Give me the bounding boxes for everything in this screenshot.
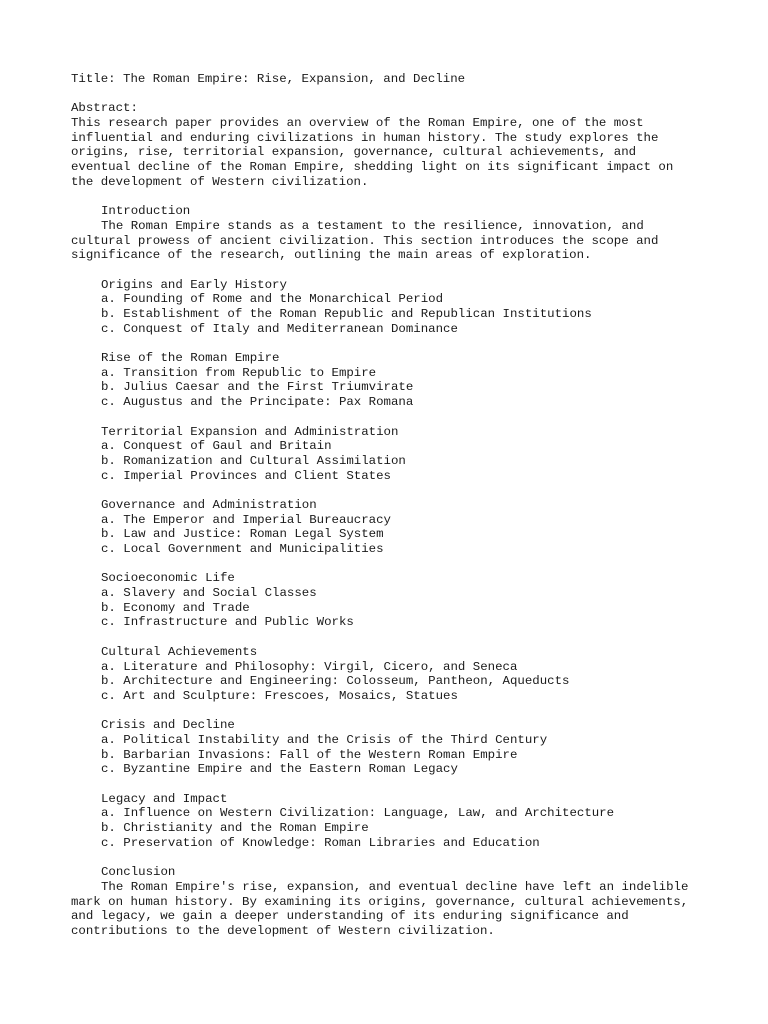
section-item: a. Political Instability and the Crisis of the Third Century (101, 732, 548, 747)
section-item: b. Architecture and Engineering: Colosseum, Pantheon, Aqueducts (101, 674, 570, 689)
section-item: a. Conquest of Gaul and Britain (101, 439, 332, 454)
section-item: a. Literature and Philosophy: Virgil, Cicero, and Seneca (101, 659, 518, 674)
section-item: a. Influence on Western Civilization: Language, Law, and Architecture (101, 806, 615, 821)
section-item: c. Imperial Provinces and Client States (101, 468, 391, 483)
section-item: c. Preservation of Knowledge: Roman Libraries and Education (101, 835, 540, 850)
introduction-heading: Introduction (101, 204, 191, 219)
abstract-line: the development of Western civilization. (71, 174, 369, 189)
spacer (71, 410, 711, 425)
outline-section (71, 278, 711, 337)
section-item: c. Byzantine Empire and the Eastern Roman Legacy (101, 762, 458, 777)
conclusion-line: The Roman Empire's rise, expansion, and eventual decline have left an indelible (101, 879, 689, 894)
section-heading: Origins and Early History (101, 277, 287, 292)
abstract-heading: Abstract: (71, 101, 138, 116)
abstract-line: influential and enduring civilizations in human history. The study explores the (71, 130, 659, 145)
section-heading: Crisis and Decline (101, 718, 235, 733)
outline-section (71, 425, 711, 484)
spacer (71, 263, 711, 278)
section-heading: Cultural Achievements (101, 644, 258, 659)
spacer (71, 704, 711, 719)
paper-title: Title: The Roman Empire: Rise, Expansion, and Decline (71, 72, 466, 86)
introduction-line: The Roman Empire stands as a testament to the resilience, innovation, and (101, 218, 644, 233)
section-heading: Territorial Expansion and Administration (101, 424, 399, 439)
section-item: b. Barbarian Invasions: Fall of the Western Roman Empire (101, 747, 518, 762)
section-item: a. Transition from Republic to Empire (101, 365, 377, 380)
spacer (71, 190, 711, 205)
spacer (71, 336, 711, 351)
outline-section (71, 571, 711, 630)
outline-section (71, 718, 711, 777)
section-item: b. Economy and Trade (101, 600, 250, 615)
abstract-line: eventual decline of the Roman Empire, shedding light on its significant impact on (71, 160, 674, 175)
section-item: b. Julius Caesar and the First Triumvirate (101, 380, 414, 395)
spacer (71, 850, 711, 865)
section-item: c. Local Government and Municipalities (101, 542, 384, 556)
document-page (71, 72, 711, 939)
conclusion-line: mark on human history. By examining its origins, governance, cultural achievements, (71, 894, 689, 909)
introduction-section (71, 204, 711, 263)
section-item: c. Conquest of Italy and Mediterranean Dominance (101, 321, 458, 336)
spacer (71, 483, 711, 498)
outline-section (71, 645, 711, 704)
outline-section (71, 351, 711, 410)
conclusion-line: and legacy, we gain a deeper understanding of its enduring significance and (71, 909, 629, 924)
section-item: a. Founding of Rome and the Monarchical Period (101, 292, 444, 307)
conclusion-line: contributions to the development of Western civilization. (71, 923, 495, 938)
abstract-line: This research paper provides an overview of the Roman Empire, one of the most (71, 116, 644, 131)
spacer (71, 557, 711, 572)
section-item: c. Art and Sculpture: Frescoes, Mosaics, Statues (101, 688, 458, 703)
section-item: a. The Emperor and Imperial Bureaucracy (101, 512, 391, 527)
section-item: b. Establishment of the Roman Republic and Republican Institutions (101, 307, 592, 321)
spacer (71, 87, 711, 102)
section-item: c. Infrastructure and Public Works (101, 615, 354, 630)
section-item: a. Slavery and Social Classes (101, 586, 317, 601)
section-heading: Legacy and Impact (101, 791, 228, 806)
section-item: c. Augustus and the Principate: Pax Romana (101, 395, 414, 410)
section-heading: Governance and Administration (101, 497, 317, 512)
abstract-section (71, 101, 711, 189)
outline-section (71, 792, 711, 851)
spacer (71, 777, 711, 792)
section-heading: Socioeconomic Life (101, 571, 235, 586)
section-item: b. Christianity and the Roman Empire (101, 821, 369, 836)
section-item: b. Romanization and Cultural Assimilation (101, 453, 406, 468)
conclusion-section (71, 865, 711, 938)
section-heading: Rise of the Roman Empire (101, 351, 280, 366)
introduction-line: cultural prowess of ancient civilization. This section introduces the scope and (71, 233, 659, 248)
conclusion-heading: Conclusion (101, 865, 176, 880)
section-item: b. Law and Justice: Roman Legal System (101, 527, 384, 542)
abstract-line: origins, rise, territorial expansion, governance, cultural achievements, and (71, 145, 637, 160)
introduction-line: significance of the research, outlining the main areas of exploration. (71, 248, 592, 263)
outline-section (71, 498, 711, 557)
spacer (71, 630, 711, 645)
